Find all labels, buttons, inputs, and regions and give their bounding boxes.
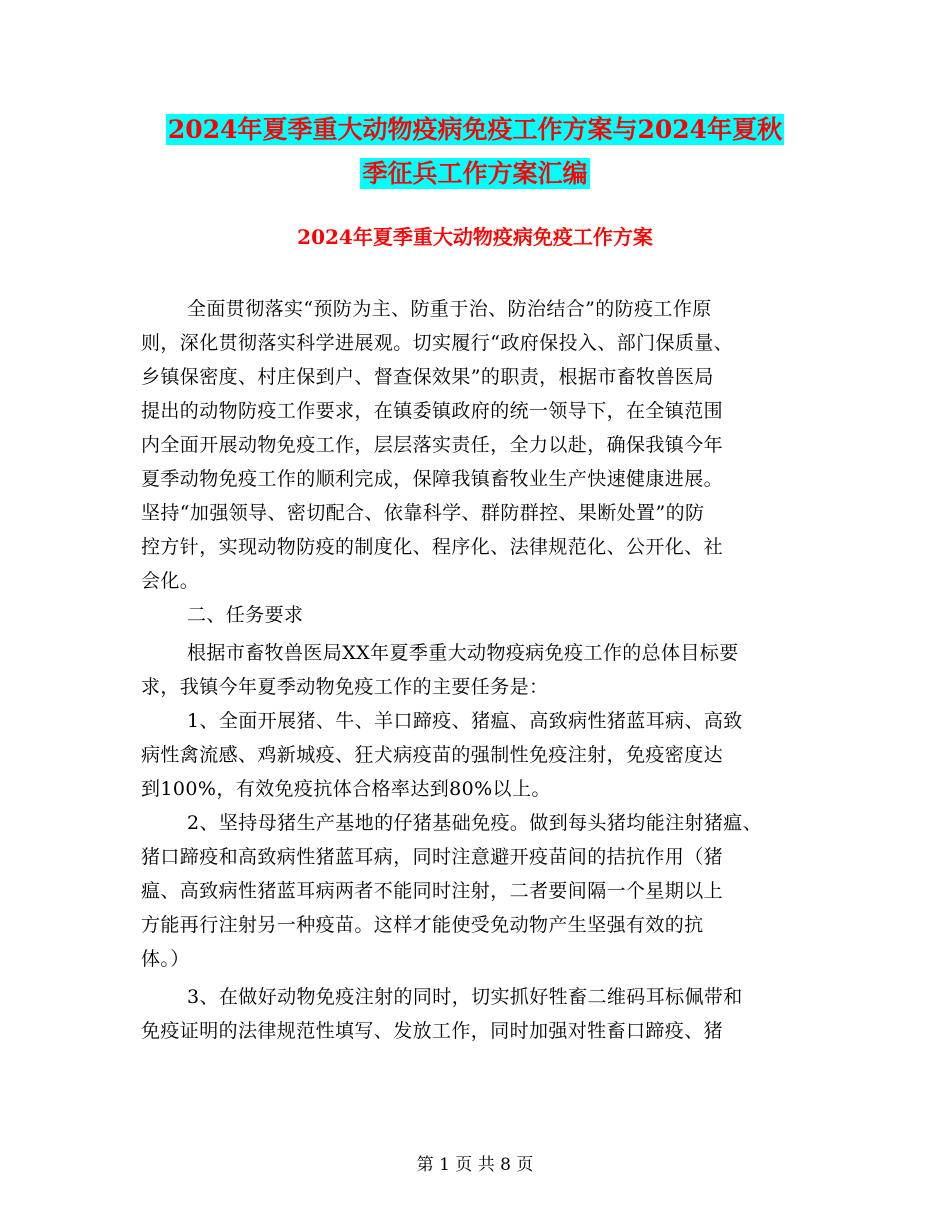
body-line: 瘟、高致病性猪蓝耳病两者不能同时注射，二者要间隔一个星期以上	[141, 880, 724, 902]
section-heading: 二、任务要求	[187, 604, 304, 626]
body-line: 坚持“加强领导、密切配合、依靠科学、群防群控、果断处置”的防	[141, 502, 705, 524]
body-line: 免疫证明的法律规范性填写、发放工作，同时加强对牲畜口蹄疫、猪	[141, 1020, 724, 1042]
body-line: 到100%，有效免疫抗体合格率达到80%以上。	[141, 778, 551, 800]
body-line: 求，我镇今年夏季动物免疫工作的主要任务是：	[141, 676, 549, 698]
body-line: 控方针，实现动物防疫的制度化、程序化、法律规范化、公开化、社	[141, 536, 724, 558]
section-title: 2024年夏季重大动物疫病免疫工作方案	[297, 225, 653, 249]
body-line: 则，深化贯彻落实科学进展观。切实履行“政府保投入、部门保质量、	[141, 332, 734, 354]
body-line: 夏季动物免疫工作的顺利完成，保障我镇畜牧业生产快速健康进展。	[141, 468, 724, 490]
body-line: 猪口蹄疫和高致病性猪蓝耳病，同时注意避开疫苗间的拮抗作用（猪	[141, 846, 724, 868]
body-line: 全面贯彻落实“预防为主、防重于治、防治结合”的防疫工作原	[187, 298, 712, 320]
body-line: 2、坚持母猪生产基地的仔猪基础免疫。做到每头猪均能注射猪瘟、	[187, 812, 763, 834]
body-line: 内全面开展动物免疫工作，层层落实责任，全力以赴，确保我镇今年	[141, 434, 724, 456]
body-line: 根据市畜牧兽医局XX年夏季重大动物疫病免疫工作的总体目标要	[187, 642, 739, 664]
body-line: 会化。	[141, 570, 200, 592]
body-line: 方能再行注射另一种疫苗。这样才能使受免动物产生坚强有效的抗	[141, 914, 704, 936]
document-title-line-2: 季征兵工作方案汇编	[362, 159, 588, 188]
body-line: 病性禽流感、鸡新城疫、狂犬病疫苗的强制性免疫注射，免疫密度达	[141, 744, 724, 766]
body-line: 1、全面开展猪、牛、羊口蹄疫、猪瘟、高致病性猪蓝耳病、高致	[187, 710, 743, 732]
body-line: 3、在做好动物免疫注射的同时，切实抓好牲畜二维码耳标佩带和	[187, 986, 743, 1008]
page-footer: 第 1 页 共 8 页	[416, 1155, 534, 1175]
body-line: 提出的动物防疫工作要求，在镇委镇政府的统一领导下，在全镇范围	[141, 400, 724, 422]
document-title-line-1: 2024年夏季重大动物疫病免疫工作方案与2024年夏秋	[167, 115, 783, 144]
body-line: 乡镇保密度、村庄保到户、督查保效果”的职责，根据市畜牧兽医局	[141, 366, 714, 388]
body-line: 体。）	[141, 948, 190, 970]
